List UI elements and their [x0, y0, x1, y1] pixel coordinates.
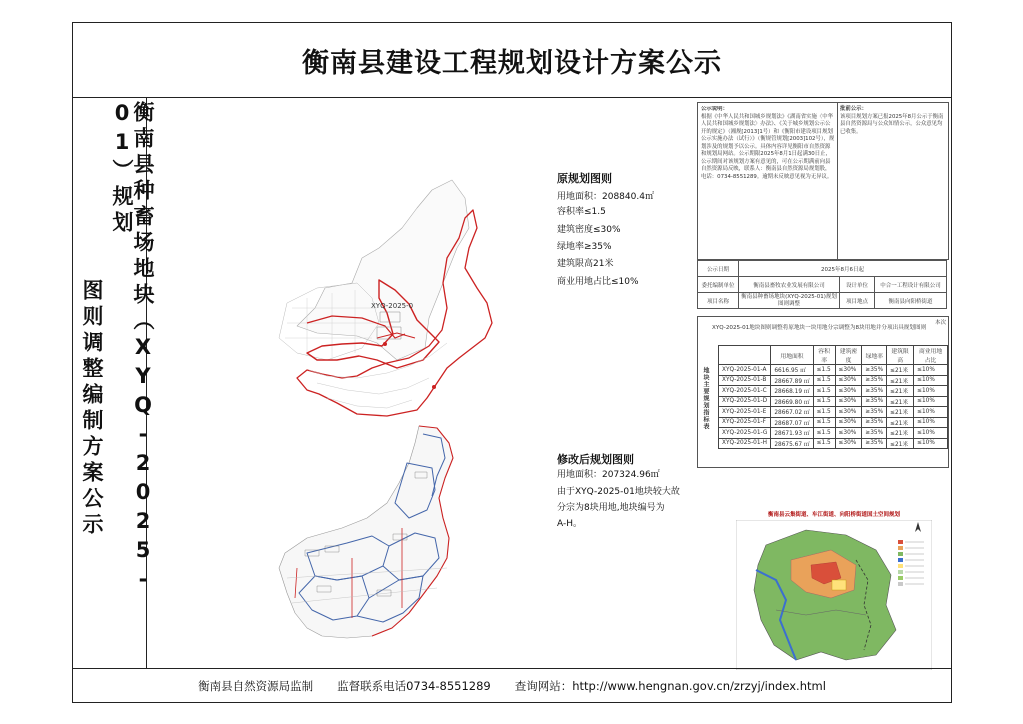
table-cell: XYQ-2025-01-E — [719, 407, 771, 418]
table-cell: ≤10% — [914, 396, 948, 407]
table-cell: XYQ-2025-01-D — [719, 396, 771, 407]
table-cell: XYQ-2025-01-C — [719, 386, 771, 397]
table-row — [698, 293, 947, 309]
table-row — [719, 428, 948, 439]
table-cell: ≤21米 — [887, 396, 914, 407]
table-cell: ≤30% — [835, 386, 862, 397]
table-cell: XYQ-2025-01-H — [719, 438, 771, 449]
table-row — [719, 365, 948, 376]
original-plan-map — [279, 180, 492, 416]
table-cell: ≤21米 — [887, 386, 914, 397]
table-cell: ≤10% — [914, 428, 948, 439]
table-cell: 28671.93 ㎡ — [771, 428, 813, 439]
table-cell: ≤1.5 — [813, 375, 835, 386]
table-cell: 28667.02 ㎡ — [771, 407, 813, 418]
revised-map-line-4: A-H。 — [557, 519, 582, 529]
table-cell: ≤1.5 — [813, 396, 835, 407]
table-header-cell: 商业用地占比 — [914, 346, 948, 365]
info-label: 委托编制单位 — [698, 277, 739, 293]
revised-map-line-3: 分宗为8块用地,地块编号为 — [557, 503, 665, 513]
table-row — [719, 417, 948, 428]
table-header-cell — [719, 346, 771, 365]
table-cell: ≤10% — [914, 375, 948, 386]
table-cell: 28668.19 ㎡ — [771, 386, 813, 397]
info-value: 2025年8月6日起 — [739, 261, 947, 277]
table-cell: ≤30% — [835, 417, 862, 428]
side-title-col2: 图则调整编制方案公示 — [80, 279, 104, 539]
table-cell: ≤1.5 — [813, 417, 835, 428]
table-cell: ≥35% — [862, 407, 887, 418]
right-info-panel — [689, 98, 951, 668]
table-header-cell: 建筑限高 — [887, 346, 914, 365]
table-row — [719, 438, 948, 449]
notice-right — [840, 106, 944, 136]
regional-plan-map — [736, 510, 932, 670]
table-cell: XYQ-2025-01-A — [719, 365, 771, 376]
table-cell: XYQ-2025-01-F — [719, 417, 771, 428]
table-cell: ≤30% — [835, 365, 862, 376]
table-cell: ≤30% — [835, 407, 862, 418]
table-cell: ≤30% — [835, 428, 862, 439]
modification-side-label: 地块主要规划指标表 — [702, 367, 709, 430]
table-cell: ≥35% — [862, 417, 887, 428]
table-cell: ≤10% — [914, 438, 948, 449]
table-cell: ≤10% — [914, 365, 948, 376]
table-cell: ≥35% — [862, 365, 887, 376]
plan-maps-panel — [147, 98, 689, 668]
land-indicator-table — [718, 345, 948, 449]
table-header-cell: 容积率 — [813, 346, 835, 365]
table-cell: ≤21米 — [887, 375, 914, 386]
revised-map-heading: 修改后规划图则 — [557, 453, 634, 466]
notice-left — [701, 106, 835, 181]
table-cell: ≤30% — [835, 375, 862, 386]
table-cell: ≤10% — [914, 407, 948, 418]
footer-website[interactable]: 查询网站：http://www.hengnan.gov.cn/zrzyj/index.html — [514, 679, 826, 693]
table-row — [719, 407, 948, 418]
revised-map-line-2: 由于XYQ-2025-01地块较大故 — [557, 487, 680, 497]
table-cell: 28667.89 ㎡ — [771, 375, 813, 386]
original-map-heading: 原规划图则 — [557, 172, 612, 185]
footer-phone: 监督联系电话0734-8551289 — [337, 679, 491, 693]
table-cell: ≥35% — [862, 386, 887, 397]
info-label: 项目地点 — [840, 293, 875, 309]
info-value: 中合一工程设计有限公司 — [875, 277, 947, 293]
info-label: 项目名称 — [698, 293, 739, 309]
side-title-col1: 衡南县种畜场地块（XYQ-2025-01）规划 — [110, 101, 155, 596]
page-title: 衡南县建设工程规划设计方案公示 — [302, 47, 722, 79]
table-cell: ≤1.5 — [813, 365, 835, 376]
table-header-cell: 绿地率 — [862, 346, 887, 365]
table-row — [719, 375, 948, 386]
modification-caption: XYQ-2025-01地块图则调整将原地块一块用地分宗调整为8块用地并分项出具规划图则 — [712, 325, 927, 331]
original-map-line-4: 绿地率≥35% — [557, 242, 612, 252]
revised-map-line-1: 用地面积：207324.96㎡ — [557, 470, 660, 480]
info-value: 衡南县向阳桥街道 — [875, 293, 947, 309]
table-cell: ≥35% — [862, 438, 887, 449]
footer-bar — [73, 668, 951, 703]
original-plot-label: XYQ-2025-0 — [371, 302, 414, 310]
table-cell: XYQ-2025-01-B — [719, 375, 771, 386]
modification-box — [697, 316, 949, 468]
side-title-panel — [73, 97, 155, 668]
table-cell: 28669.80 ㎡ — [771, 396, 813, 407]
table-row — [698, 277, 947, 293]
regional-map-title: 衡南县云集街道、车江街道、向阳桥街道国土空间规划 — [767, 512, 900, 518]
table-cell: ≤10% — [914, 417, 948, 428]
table-cell: 28687.07 ㎡ — [771, 417, 813, 428]
modification-note: 本次 — [934, 320, 946, 326]
table-cell: ≤30% — [835, 396, 862, 407]
table-cell: ≤1.5 — [813, 438, 835, 449]
table-cell: ≤1.5 — [813, 428, 835, 439]
footer-supervisor: 衡南县自然资源局监制 — [198, 679, 314, 693]
table-cell: ≤21米 — [887, 428, 914, 439]
poster-frame — [72, 22, 952, 703]
original-map-line-2: 容积率≤1.5 — [557, 207, 606, 217]
table-cell: ≥35% — [862, 375, 887, 386]
info-label: 设计单位 — [840, 277, 875, 293]
table-cell: ≥35% — [862, 428, 887, 439]
table-cell: ≤10% — [914, 386, 948, 397]
table-cell: 28675.67 ㎡ — [771, 438, 813, 449]
notice-left-text: 根据《中华人民共和国城乡规划法》《湖南省实施〈中华人民共和国城乡规划法〉办法》、《关于城乡规划公示公开的规定》（湘规[2013]1号）和《衡阳市建设项目规划公示实施办法（试行）》（衡规管规划[2003]102号），规划涉及的规划予以公示。具体内容详见衡阳市自然资源和规划局网站。公示期限2025年8月1日起满30日止，公示期间对该规划方案有意见的，可在公示期满前向县自然资源局反映，联系人：衡南县自然资源局规划股，电话：0734-8551289。逾期未反映意见视为无异议。 — [701, 113, 835, 180]
info-value: 衡南县种畜场地块(XYQ-2025-01)规划图则调整 — [739, 293, 840, 309]
notice-box — [697, 102, 949, 260]
table-cell: ≥35% — [862, 396, 887, 407]
table-cell: ≤21米 — [887, 438, 914, 449]
original-map-line-1: 用地面积：208840.4㎡ — [557, 192, 654, 202]
notice-right-title: 批前公示： — [840, 106, 867, 112]
table-cell: 6616.95 ㎡ — [771, 365, 813, 376]
table-row — [719, 396, 948, 407]
table-cell: ≤1.5 — [813, 386, 835, 397]
table-cell: ≤1.5 — [813, 407, 835, 418]
revised-plan-map — [279, 426, 453, 638]
info-label: 公示日期 — [698, 261, 739, 277]
table-header-row — [719, 346, 948, 365]
table-cell: XYQ-2025-01-G — [719, 428, 771, 439]
table-row — [719, 386, 948, 397]
table-row — [698, 261, 947, 277]
original-map-line-6: 商业用地占比≤10% — [557, 277, 639, 287]
table-cell: ≤30% — [835, 438, 862, 449]
project-info-table — [697, 260, 947, 309]
info-value: 衡南县畜牧农业发展有限公司 — [739, 277, 840, 293]
table-header-cell: 建筑密度 — [835, 346, 862, 365]
notice-right-text: 该项目规划方案已报2025年8月公示于衡南县自然资源局与公众知情公示，公众意见均已收集。 — [840, 113, 944, 135]
original-map-line-5: 建筑限高21米 — [557, 259, 614, 269]
regional-map-graphic — [736, 520, 932, 670]
table-cell: ≤21米 — [887, 417, 914, 428]
title-bar — [73, 23, 951, 98]
table-cell: ≤21米 — [887, 365, 914, 376]
notice-left-title: 公示说明： — [701, 106, 728, 112]
original-map-line-3: 建筑密度≤30% — [557, 225, 621, 235]
table-cell: ≤21米 — [887, 407, 914, 418]
table-header-cell: 用地面积 — [771, 346, 813, 365]
